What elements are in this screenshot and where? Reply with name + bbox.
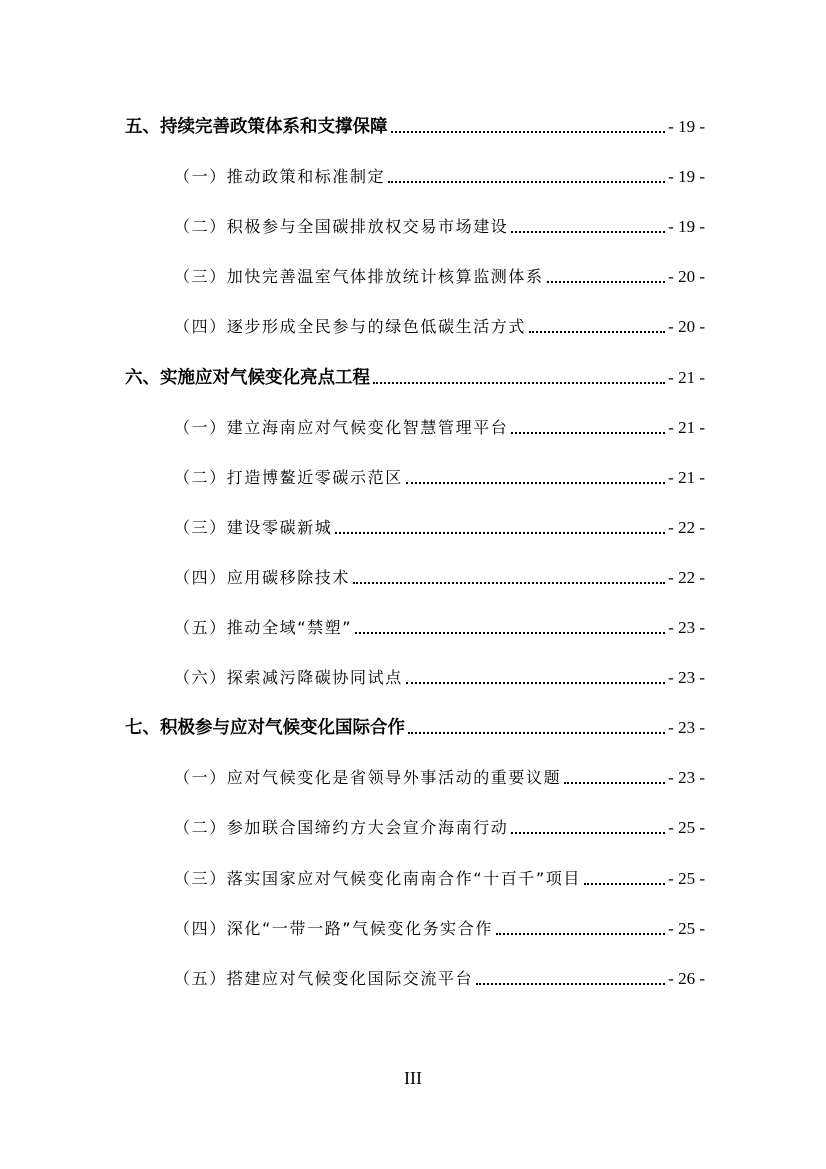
- toc-section-entry[interactable]: [174, 816, 705, 840]
- toc-section-entry[interactable]: [174, 616, 705, 640]
- toc-entry-page: - 22 -: [668, 517, 705, 537]
- toc-entry-page: - 23 -: [668, 768, 705, 788]
- toc-section-entry[interactable]: [174, 917, 705, 941]
- toc-section-entry[interactable]: [174, 265, 705, 289]
- toc-dot-leader: [476, 982, 665, 985]
- toc-section-entry[interactable]: [174, 215, 705, 239]
- toc-dot-leader: [511, 831, 665, 834]
- toc-entry-title: （一）应对气候变化是省领导外事活动的重要议题: [174, 768, 562, 788]
- toc-entry-title: （四）深化“一带一路”气候变化务实合作: [174, 918, 493, 938]
- toc-entry-page: - 25 -: [668, 918, 705, 938]
- toc-dot-leader: [373, 381, 665, 384]
- toc-section-entry[interactable]: [174, 566, 705, 590]
- toc-dot-leader: [355, 631, 665, 634]
- toc-dot-leader: [584, 882, 665, 885]
- toc-section-entry[interactable]: [174, 666, 705, 690]
- toc-dot-leader: [496, 932, 665, 935]
- toc-dot-leader: [408, 731, 665, 734]
- toc-entry-title: （四）逐步形成全民参与的绿色低碳生活方式: [174, 317, 527, 337]
- toc-entry-page: - 25 -: [668, 818, 705, 838]
- toc-entry-page: - 20 -: [668, 267, 705, 287]
- toc-entry-page: - 25 -: [668, 868, 705, 888]
- toc-entry-page: - 19 -: [668, 117, 705, 136]
- toc-section-entry[interactable]: [174, 967, 705, 991]
- toc-dot-leader: [353, 581, 665, 584]
- toc-chapter-entry[interactable]: [125, 366, 705, 390]
- toc-dot-leader: [529, 330, 665, 333]
- toc-entry-page: - 20 -: [668, 317, 705, 337]
- toc-section-entry[interactable]: [174, 867, 705, 891]
- toc-entry-page: - 23 -: [668, 618, 705, 637]
- toc-dot-leader: [406, 681, 665, 684]
- toc-section-entry[interactable]: [174, 766, 705, 790]
- toc-entry-title: 七、积极参与应对气候变化国际合作: [125, 718, 405, 739]
- toc-entry-page: - 21 -: [668, 367, 705, 387]
- toc-entry-title: （五）推动全域“禁塑”: [174, 618, 353, 637]
- toc-entry-title: （三）加快完善温室气体排放统计核算监测体系: [174, 267, 544, 287]
- toc-dot-leader: [511, 230, 665, 233]
- toc-entry-title: （一）建立海南应对气候变化智慧管理平台: [174, 417, 509, 437]
- toc-entry-title: 六、实施应对气候变化亮点工程: [125, 367, 370, 388]
- toc-section-entry[interactable]: [174, 165, 705, 189]
- toc-entry-page: - 19 -: [668, 217, 705, 237]
- toc-chapter-entry[interactable]: [125, 716, 705, 740]
- toc-entry-title: 五、持续完善政策体系和支撑保障: [125, 117, 388, 137]
- toc-entry-title: （五）搭建应对气候变化国际交流平台: [174, 968, 474, 988]
- toc-entry-title: （四）应用碳移除技术: [174, 567, 351, 587]
- toc-entry-page: - 21 -: [668, 467, 705, 487]
- toc-dot-leader: [335, 531, 665, 534]
- toc-entry-page: - 22 -: [668, 567, 705, 587]
- toc-entry-page: - 23 -: [668, 668, 705, 688]
- toc-entry-title: （三）建设零碳新城: [174, 517, 333, 537]
- toc-section-entry[interactable]: [174, 416, 705, 440]
- toc-section-entry[interactable]: [174, 315, 705, 339]
- toc-entry-title: （二）参加联合国缔约方大会宣介海南行动: [174, 818, 509, 838]
- toc-section-entry[interactable]: [174, 516, 705, 540]
- toc-entry-title: （六）探索减污降碳协同试点: [174, 668, 403, 688]
- toc-entry-title: （一）推动政策和标准制定: [174, 167, 386, 187]
- toc-entry-page: - 23 -: [668, 718, 705, 738]
- toc-chapter-entry[interactable]: [125, 115, 705, 139]
- toc-entry-page: - 21 -: [668, 417, 705, 437]
- toc-entry-title: （二）打造博鳌近零碳示范区: [174, 467, 403, 487]
- toc-dot-leader: [547, 280, 666, 283]
- toc-dot-leader: [388, 180, 665, 183]
- toc-entry-page: - 19 -: [668, 167, 705, 187]
- toc-entry-page: - 26 -: [668, 968, 705, 988]
- toc-entry-title: （二）积极参与全国碳排放权交易市场建设: [174, 217, 509, 237]
- toc-dot-leader: [564, 781, 665, 784]
- toc-entry-title: （三）落实国家应对气候变化南南合作“十百千”项目: [174, 868, 581, 888]
- page-number: III: [404, 1068, 422, 1088]
- toc-dot-leader: [406, 481, 665, 484]
- toc-dot-leader: [391, 130, 666, 133]
- toc-dot-leader: [511, 431, 665, 434]
- toc-section-entry[interactable]: [174, 466, 705, 490]
